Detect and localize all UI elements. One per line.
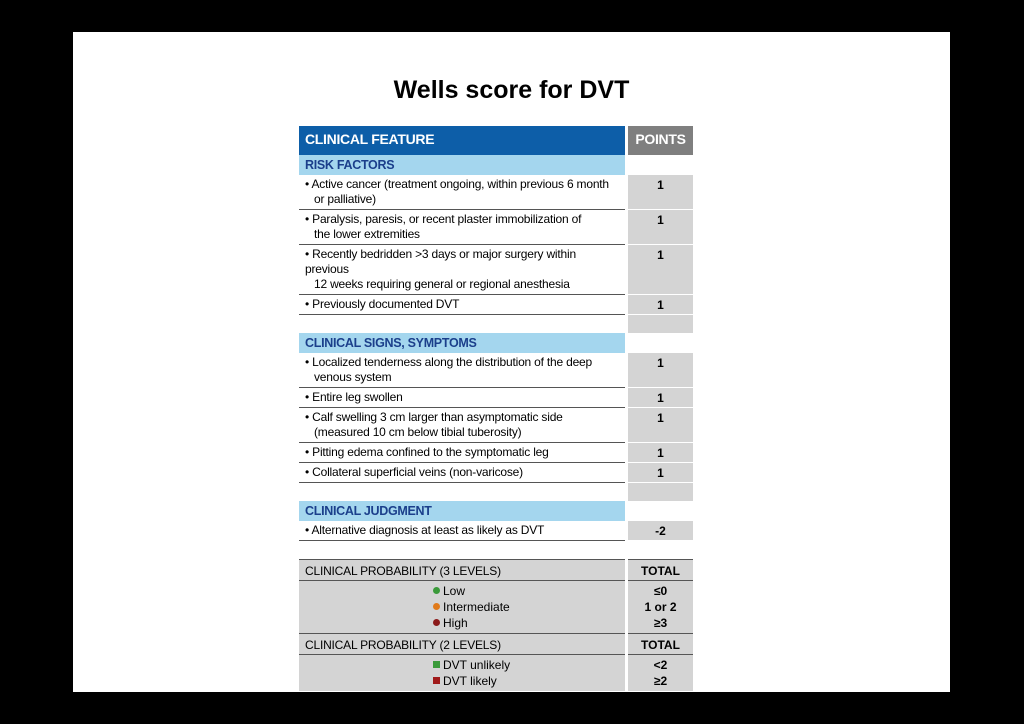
table-row — [299, 388, 693, 408]
points-header: POINTS — [628, 126, 693, 155]
item-line: • Alternative diagnosis at least as likely as DVT — [305, 523, 545, 537]
red-dot-icon — [433, 619, 440, 626]
total-label: TOTAL — [628, 559, 693, 581]
item-line: • Previously documented DVT — [305, 297, 460, 311]
wells-table — [299, 126, 693, 691]
probability-label: CLINICAL PROBABILITY (3 LEVELS) — [299, 559, 625, 581]
item-line: venous system — [314, 370, 392, 384]
level-total: ≥3 — [653, 616, 668, 630]
item-points: 1 — [628, 295, 693, 315]
green-dot-icon — [433, 587, 440, 594]
table-header — [299, 126, 693, 155]
item-line: • Localized tenderness along the distribution of the deep — [305, 355, 593, 369]
item-points: 1 — [628, 408, 693, 443]
level-total: ≤0 — [653, 584, 668, 598]
probability-2-header — [299, 633, 693, 655]
table-row — [299, 210, 693, 245]
level-total: <2 — [653, 658, 668, 672]
item-line: • Recently bedridden >3 days or major surgery within previous — [305, 247, 576, 276]
table-row — [299, 408, 693, 443]
probability-3-header — [299, 559, 693, 581]
slide — [73, 32, 950, 692]
probability-3-levels — [299, 581, 693, 633]
item-points: 1 — [628, 443, 693, 463]
table-row — [299, 521, 693, 541]
item-points: 1 — [628, 388, 693, 408]
level-total: ≥2 — [653, 674, 668, 688]
item-line: the lower extremities — [314, 227, 420, 241]
item-line: • Entire leg swollen — [305, 390, 403, 404]
level-item: Intermediate — [299, 599, 625, 615]
total-label: TOTAL — [628, 633, 693, 655]
blank-row — [299, 315, 693, 333]
section-header — [299, 501, 693, 521]
green-square-icon — [433, 661, 440, 668]
item-points: 1 — [628, 210, 693, 245]
item-points: -2 — [628, 521, 693, 541]
section-header — [299, 155, 693, 175]
item-line: • Pitting edema confined to the symptomatic leg — [305, 445, 549, 459]
item-points: 1 — [628, 175, 693, 210]
level-item: DVT likely — [299, 673, 625, 689]
section-title: CLINICAL SIGNS, SYMPTOMS — [299, 333, 625, 353]
section-header — [299, 333, 693, 353]
table-row — [299, 245, 693, 295]
probability-2-levels — [299, 655, 693, 691]
probability-label: CLINICAL PROBABILITY (2 LEVELS) — [299, 633, 625, 655]
item-line: 12 weeks requiring general or regional anesthesia — [314, 277, 570, 291]
level-total: 1 or 2 — [644, 600, 677, 614]
item-points: 1 — [628, 245, 693, 295]
item-line: • Paralysis, paresis, or recent plaster immobilization of — [305, 212, 582, 226]
item-points: 1 — [628, 353, 693, 388]
table-row — [299, 463, 693, 483]
section-title: RISK FACTORS — [299, 155, 625, 175]
spacer-row — [299, 541, 693, 559]
item-points: 1 — [628, 463, 693, 483]
item-line: or palliative) — [314, 192, 376, 206]
item-line: • Calf swelling 3 cm larger than asymptomatic side — [305, 410, 563, 424]
item-line: • Collateral superficial veins (non-varicose) — [305, 465, 523, 479]
section-title: CLINICAL JUDGMENT — [299, 501, 625, 521]
page-title: Wells score for DVT — [393, 76, 630, 104]
red-square-icon — [433, 677, 440, 684]
table-row — [299, 443, 693, 463]
table-row — [299, 353, 693, 388]
table-row — [299, 175, 693, 210]
orange-dot-icon — [433, 603, 440, 610]
item-line: • Active cancer (treatment ongoing, within previous 6 month — [305, 177, 609, 191]
level-item: High — [299, 615, 625, 631]
item-line: (measured 10 cm below tibial tuberosity) — [314, 425, 522, 439]
level-item: Low — [299, 583, 625, 599]
feature-header: CLINICAL FEATURE — [299, 126, 625, 155]
level-item: DVT unlikely — [299, 657, 625, 673]
blank-row — [299, 483, 693, 501]
table-row — [299, 295, 693, 315]
